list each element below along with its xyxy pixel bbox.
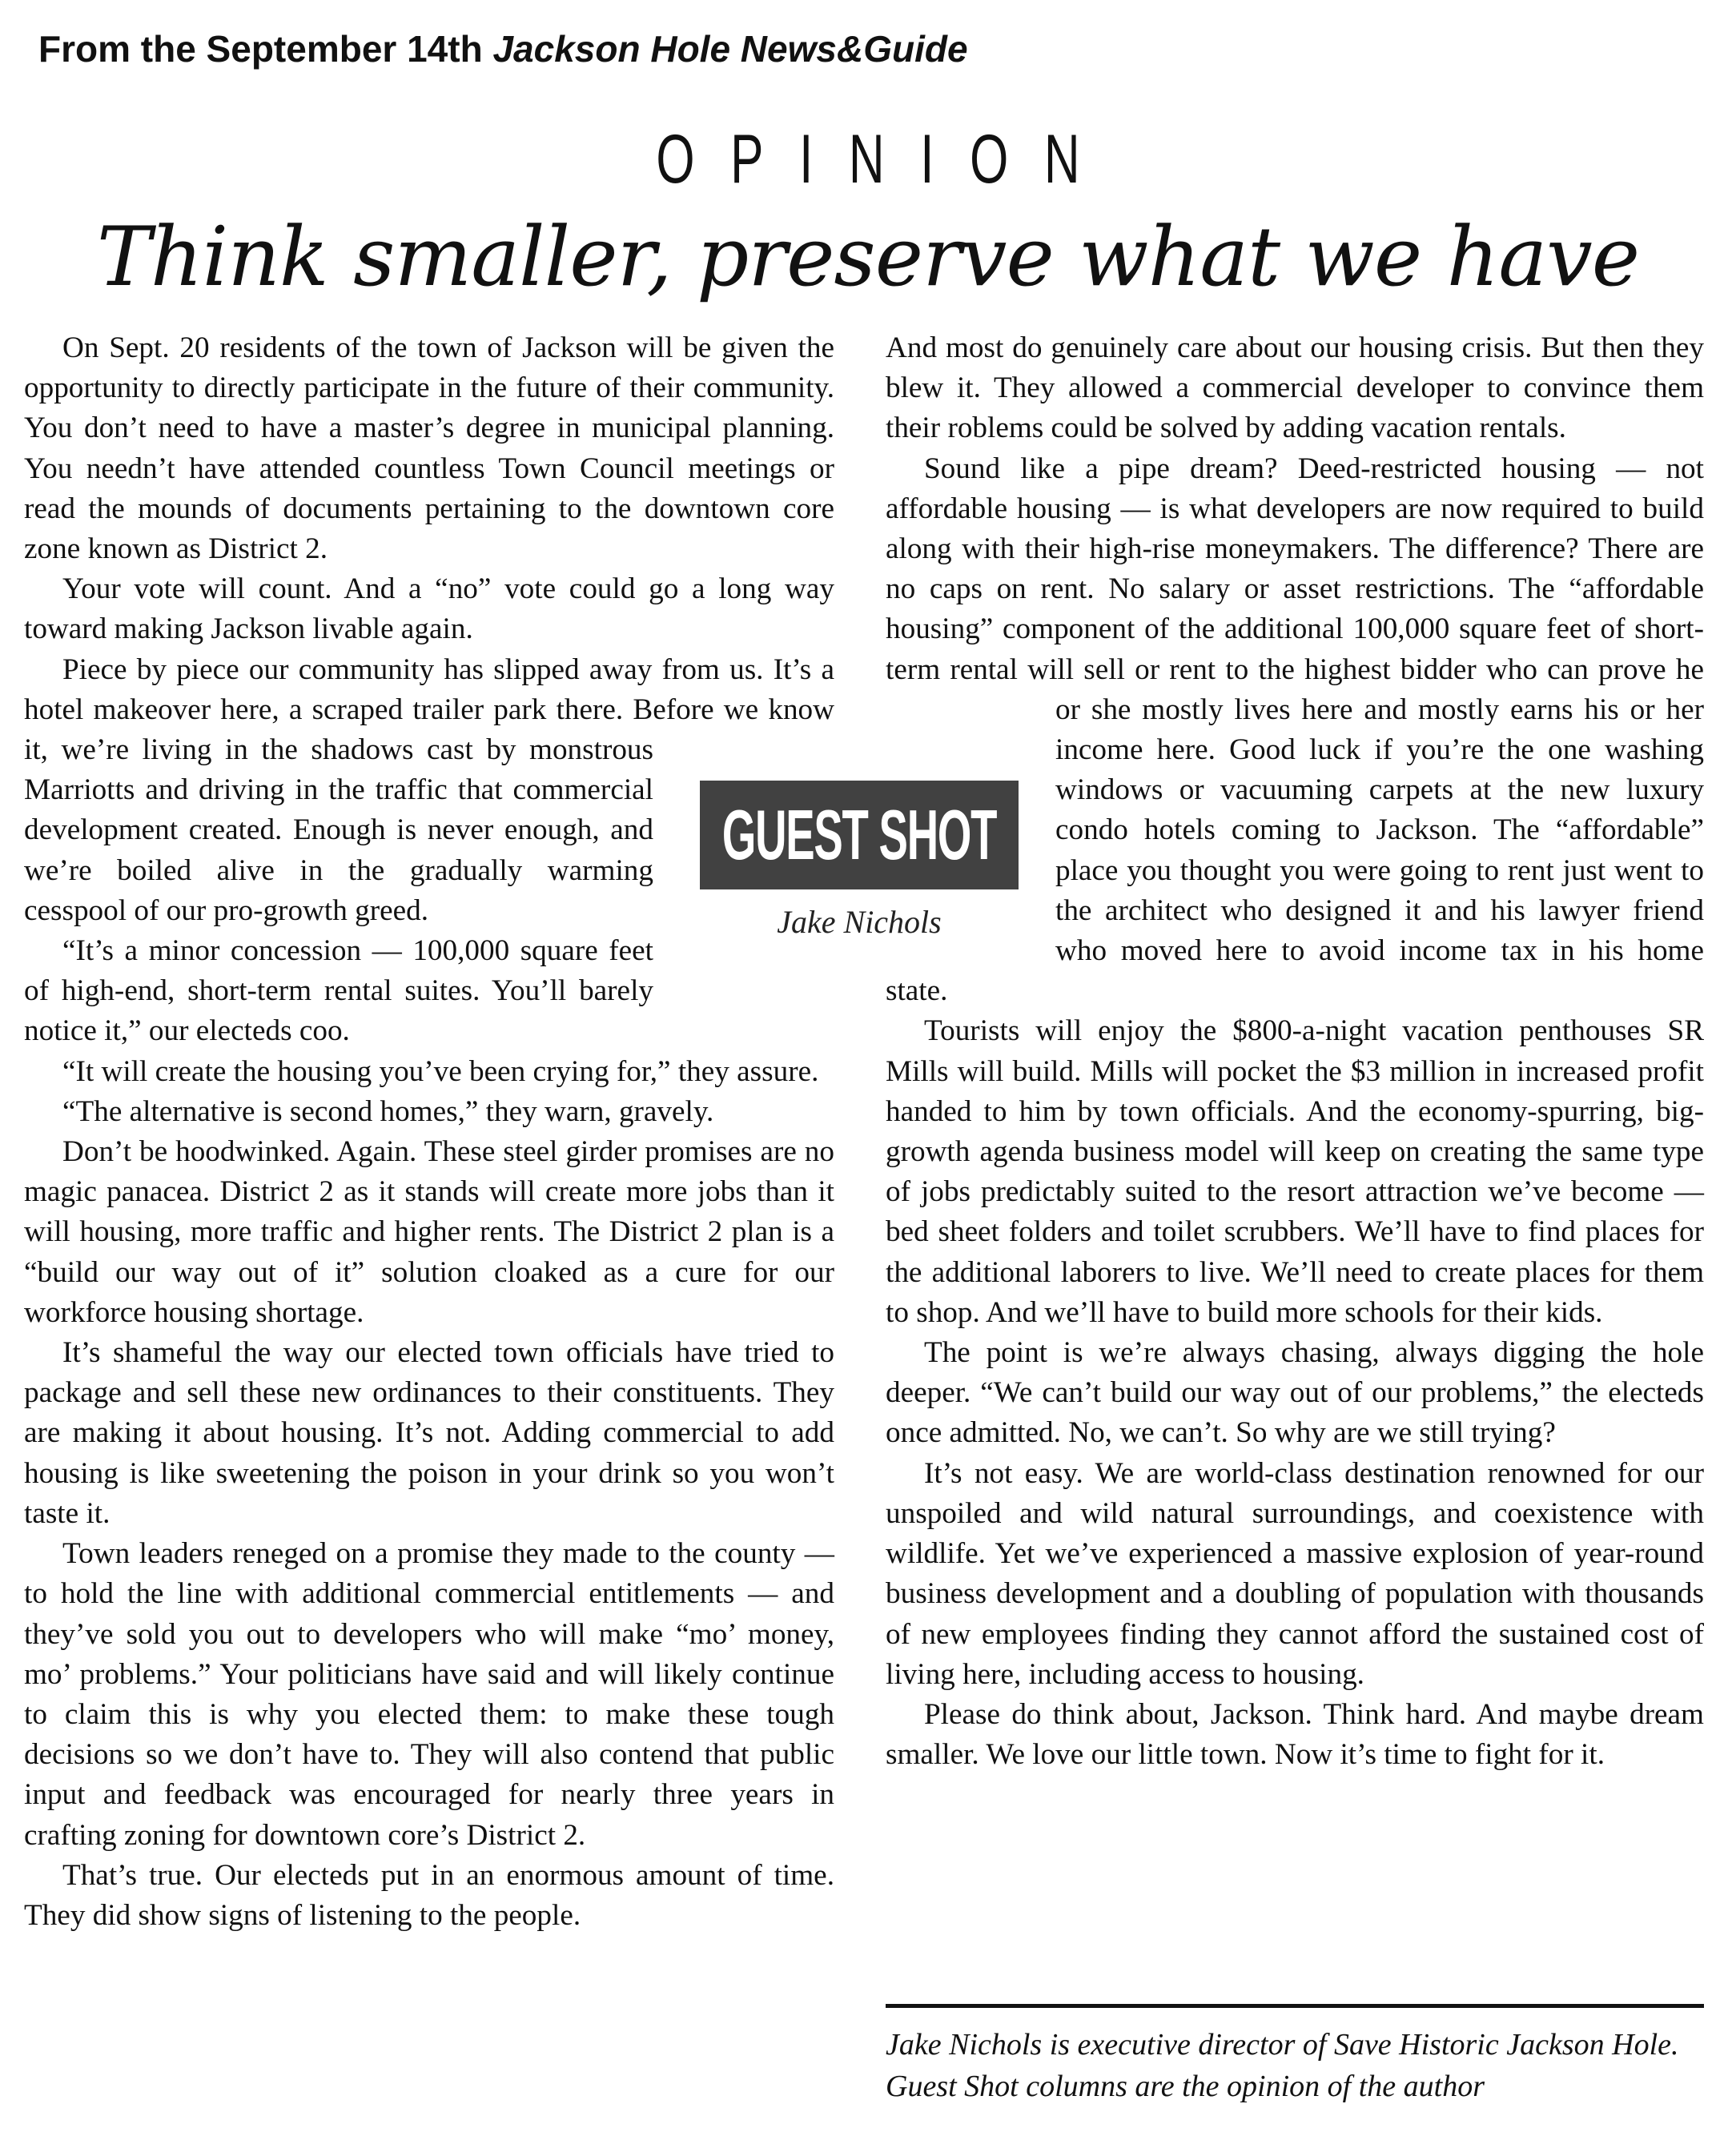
section-label: OPINION bbox=[656, 121, 1116, 198]
paragraph: It’s shameful the way our elected town officials have tried to package and sell these new ordinances to their constituents. They are making it about housing. It’s not. Adding commercial to add housing is like sweetening the poison in your drink so you won’t taste it. bbox=[24, 1336, 834, 1530]
paragraph: Please do think about, Jackson. Think hard. And maybe dream smaller. We love our little town. Now it’s time to fight for it. bbox=[886, 1697, 1704, 1772]
paragraph: And most do genuinely care about our housing crisis. But then they blew it. They allowed a commercial developer to convince them their roblems could be solved by adding vacation rentals. bbox=[886, 331, 1704, 445]
headline: Think smaller, preserve what we have bbox=[96, 210, 1640, 305]
paragraph: “It will create the housing you’ve been crying for,” they assure. bbox=[62, 1054, 819, 1088]
divider bbox=[886, 2004, 1704, 2008]
paragraph: Sound like a pipe dream? Deed-restricted housing — not affordable housing — is what developers are now required to build along with their high-rise moneymakers. The difference? There are no caps on rent. No salary or asset restrictions. The “affordable housing” component of the additional 100,000 square feet of short-term rental will sell or rent to the highest bidder who can prove he or she mostly lives here and mostly earns his or her income here. Good luck if you’re the one washing windows or vacuuming carpets at the new luxury condo hotels coming to Jackson. The “affordable” place you thought you were going to rent just went to the architect who designed it and his lawyer friend who moved here to avoid income tax in his home state. bbox=[886, 452, 1704, 1008]
guest-shot-badge bbox=[700, 781, 1019, 889]
publication-name: Jackson Hole News&Guide bbox=[492, 28, 968, 70]
guest-shot-label: GUEST SHOT bbox=[721, 795, 997, 874]
paragraph: Tourists will enjoy the $800-a-night vacation penthouses SR Mills will build. Mills will pocket the $3 million in increased profit handed to him by town officials. And the economy-spurring, big-growth agenda business model will keep on creating the same type of jobs predictably suited to the resort attraction we’ve become — bed sheet folders and toilet scrubbers. We’ll have to find places for the additional laborers to live. We’ll need to create places for them to shop. And we’ll have to build more schools for their kids. bbox=[886, 1014, 1704, 1329]
source-prefix: From the September 14th bbox=[38, 28, 493, 70]
paragraph: Town leaders reneged on a promise they made to the county — to hold the line with additional commercial entitlements — and they’ve sold you out to developers who will make “mo’ money, mo’ problems.” Your politicians have said and will likely continue to claim this is why you elected them: to make these tough decisions so we don’t have to. They will also contend that public input and feedback was encouraged for nearly three years in crafting zoning for downtown core’s District 2. bbox=[24, 1537, 834, 1852]
paragraph: Don’t be hoodwinked. Again. These steel girder promises are no magic panacea. District 2 as it stands will create more jobs than it will housing, more traffic and higher rents. The District 2 plan is a “build our way out of it” solution cloaked as a cure for our workforce housing shortage. bbox=[24, 1135, 834, 1329]
paragraph: It’s not easy. We are world-class destination renowned for our unspoiled and wild natural surroundings, and coexistence with wildlife. Yet we’ve experienced a massive explosion of year-round business development and a doubling of population with thousands of new employees finding they cannot afford the sustained cost of living here, including access to housing. bbox=[886, 1456, 1704, 1691]
source-line bbox=[38, 27, 968, 70]
author-byline: Jake Nichols bbox=[777, 904, 942, 940]
author-bio: Jake Nichols is executive director of Save Historic Jackson Hole. Guest Shot columns are the opinion of the author bbox=[886, 2028, 1679, 2103]
paragraph: That’s true. Our electeds put in an enormous amount of time. They did show signs of listening to the people. bbox=[24, 1858, 834, 1932]
paragraph: The point is we’re always chasing, always digging the hole deeper. “We can’t build our way out of our problems,” the electeds once admitted. No, we can’t. So why are we still trying? bbox=[886, 1336, 1704, 1450]
paragraph: “The alternative is second homes,” they warn, gravely. bbox=[62, 1094, 714, 1128]
right-column bbox=[886, 328, 1704, 1775]
paragraph: Your vote will count. And a “no” vote could go a long way toward making Jackson livable again. bbox=[24, 572, 834, 646]
paragraph: “It’s a minor concession — 100,000 square feet of high-end, short-term rental suites. You’ll barely notice it,” our electeds coo. bbox=[24, 934, 653, 1048]
paragraph: On Sept. 20 residents of the town of Jackson will be given the opportunity to directly participate in the future of their community. You don’t need to have a master’s degree in municipal planning. You needn’t have attended countless Town Council meetings or read the mounds of documents pertaining to the downtown core zone known as District 2. bbox=[24, 331, 834, 566]
left-column bbox=[24, 328, 834, 1936]
paragraph: Piece by piece our community has slipped away from us. It’s a hotel makeover here, a scraped trailer park there. Before we know it, we’re living in the shadows cast by monstrous Marriotts and driving in the traffic that commercial development created. Enough is never enough, and we’re boiled alive in the gradually warming cesspool of our pro-growth greed. bbox=[24, 652, 834, 927]
